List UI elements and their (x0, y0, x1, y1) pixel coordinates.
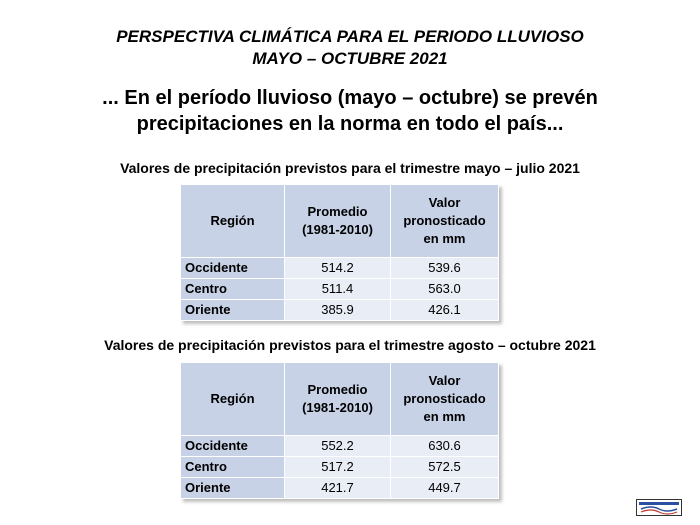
promedio-cell: 421.7 (285, 478, 391, 499)
table-row (181, 478, 499, 499)
column-header-valor: Valor pronosticado en mm (391, 363, 499, 436)
column-header-region: Región (181, 185, 285, 258)
insmet-logo-icon (636, 499, 682, 516)
region-cell: Oriente (181, 300, 285, 321)
table-row (181, 258, 499, 279)
table-row (181, 279, 499, 300)
table-row (181, 457, 499, 478)
valor-cell: 449.7 (391, 478, 499, 499)
column-header-promedio: Promedio (1981-2010) (285, 185, 391, 258)
valor-cell: 539.6 (391, 258, 499, 279)
promedio-cell: 552.2 (285, 436, 391, 457)
valor-cell: 426.1 (391, 300, 499, 321)
slide-title-line-1: PERSPECTIVA CLIMÁTICA PARA EL PERIODO LLUVIOSO (116, 27, 584, 46)
region-cell: Centro (181, 279, 285, 300)
promedio-cell: 514.2 (285, 258, 391, 279)
slide-subtitle-line-2: precipitaciones en la norma en todo el país... (136, 113, 564, 135)
region-cell: Occidente (181, 258, 285, 279)
table2-heading: Valores de precipitación previstos para el trimestre agosto – octubre 2021 (104, 337, 596, 353)
region-cell: Centro (181, 457, 285, 478)
table1-heading: Valores de precipitación previstos para el trimestre mayo – julio 2021 (120, 160, 580, 176)
table-row (181, 436, 499, 457)
precipitation-table-may-july (180, 184, 499, 321)
slide-title-line-2: MAYO – OCTUBRE 2021 (252, 49, 448, 68)
table-row (181, 300, 499, 321)
table-header-row (181, 185, 499, 258)
valor-cell: 563.0 (391, 279, 499, 300)
valor-cell: 630.6 (391, 436, 499, 457)
column-header-promedio: Promedio (1981-2010) (285, 363, 391, 436)
table-header-row (181, 363, 499, 436)
precipitation-table-aug-oct (180, 362, 499, 499)
slide-subtitle-line-1: ... En el período lluvioso (mayo – octubre) se prevén (102, 87, 598, 109)
promedio-cell: 517.2 (285, 457, 391, 478)
valor-cell: 572.5 (391, 457, 499, 478)
promedio-cell: 385.9 (285, 300, 391, 321)
region-cell: Occidente (181, 436, 285, 457)
region-cell: Oriente (181, 478, 285, 499)
column-header-valor: Valor pronosticado en mm (391, 185, 499, 258)
column-header-region: Región (181, 363, 285, 436)
promedio-cell: 511.4 (285, 279, 391, 300)
